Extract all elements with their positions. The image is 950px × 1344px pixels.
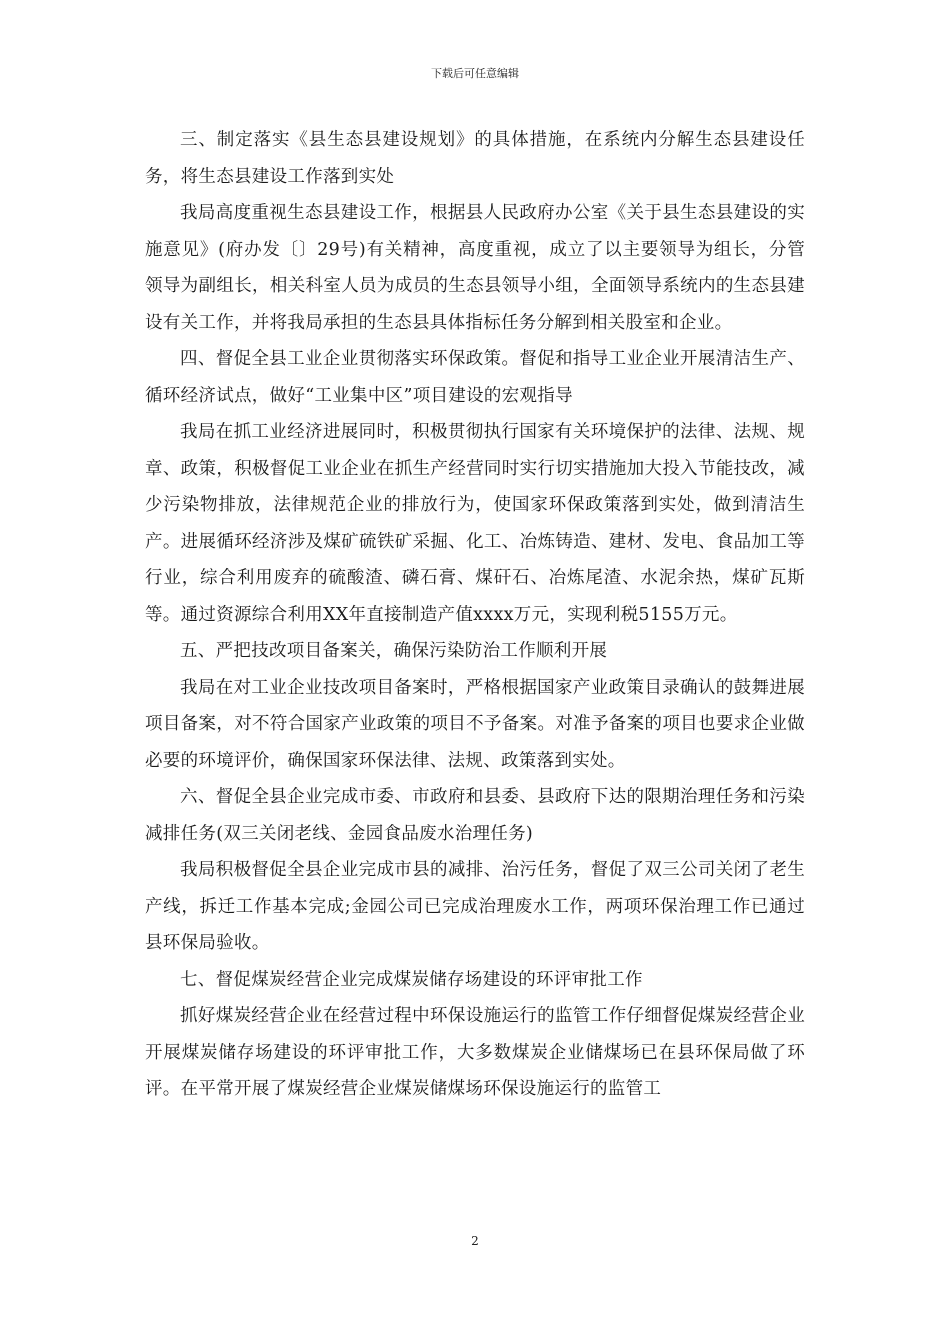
section-heading-4: 四、督促全县工业企业贯彻落实环保政策。督促和指导工业企业开展清洁生产、循环经济试点，做好“工业集中区”项目建设的宏观指导	[145, 349, 805, 406]
section-heading-6: 六、督促全县企业完成市委、市政府和县委、县政府下达的限期治理任务和污染减排任务(双三关闭老线、金园食品废水治理任务)	[145, 787, 805, 844]
section-heading-5: 五、严把技改项目备案关，确保污染防治工作顺利开展	[180, 641, 608, 661]
body-paragraph: 我局积极督促全县企业完成市县的减排、治污任务，督促了双三公司关闭了老生产线，拆迁工作基本完成;金园公司已完成治理废水工作，两项环保治理工作已通过县环保局验收。	[145, 860, 805, 953]
section-heading-7: 七、督促煤炭经营企业完成煤炭储存场建设的环评审批工作	[180, 969, 643, 990]
body-paragraph: 我局在对工业企业技改项目备案时，严格根据国家产业政策目录确认的鼓舞进展项目备案，对不符合国家产业政策的项目不予备案。对准予备案的项目也要求企业做必要的环境评价，确保国家环保法律、法规、政策落到实处。	[145, 677, 805, 771]
section-heading-3: 三、制定落实《县生态县建设规划》的具体措施，在系统内分解生态县建设任务，将生态县建设工作落到实处	[145, 130, 805, 187]
page-number: 2	[471, 1234, 479, 1248]
body-paragraph: 我局高度重视生态县建设工作，根据县人民政府办公室《关于县生态县建设的实施意见》(府办发〔〕29号)有关精神，高度重视，成立了以主要领导为组长，分管领导为副组长，相关科室人员为成员的生态县领导小组，全面领导系统内的生态县建设有关工作，并将我局承担的生态县具体指标任务分解到相关股室和企业。	[145, 203, 805, 333]
body-paragraph: 抓好煤炭经营企业在经营过程中环保设施运行的监管工作仔细督促煤炭经营企业开展煤炭储存场建设的环评审批工作，大多数煤炭企业储煤场已在县环保局做了环评。在平常开展了煤炭经营企业煤炭储煤场环保设施运行的监管工	[145, 1006, 805, 1099]
document-body	[145, 122, 805, 1108]
body-paragraph: 我局在抓工业经济进展同时，积极贯彻执行国家有关环境保护的法律、法规、规章、政策，积极督促工业企业在抓生产经营同时实行切实措施加大投入节能技改，减少污染物排放，法律规范企业的排放行为，使国家环保政策落到实处，做到清洁生产。进展循环经济涉及煤矿硫铁矿采掘、化工、冶炼铸造、建材、发电、食品加工等行业，综合利用废弃的硫酸渣、磷石膏、煤矸石、冶炼尾渣、水泥余热，煤矿瓦斯等。通过资源综合利用XX年直接制造产值xxxx万元，实现利税5155万元。	[145, 422, 805, 625]
page-header: 下载后可任意编辑	[431, 67, 519, 80]
